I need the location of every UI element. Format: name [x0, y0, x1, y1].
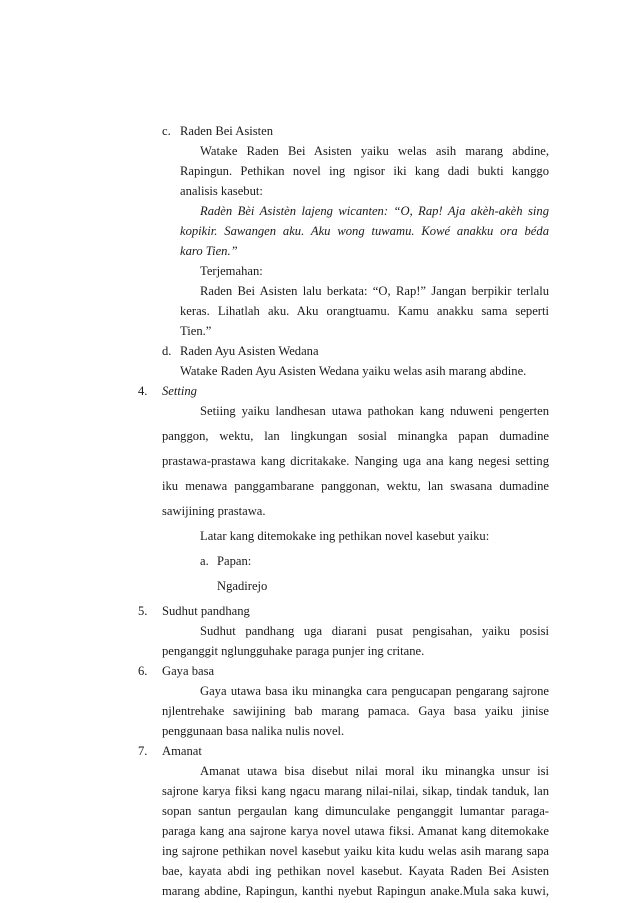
heading-raden-ayu-asisten-wedana: Raden Ayu Asisten Wedana — [180, 344, 319, 358]
paragraph-line: sawijining prastawa. — [162, 504, 266, 518]
list-marker-d: d. — [162, 344, 172, 358]
place-name: Ngadirejo — [217, 579, 268, 593]
paragraph-line: analisis kasebut: — [180, 184, 263, 198]
translation-line: keras. Lihatlah aku. Aku orangtuamu. Kamu anakku sama seperti — [180, 304, 549, 318]
quote-line: karo Tien.” — [180, 244, 238, 258]
paragraph-line: penggunaan basa nalika nulis novel. — [162, 724, 345, 738]
paragraph-line: iku menawa panggambarane panggonan, wektu, lan swasana dumadine — [162, 479, 549, 493]
paragraph-line: paraga kang ana sajrone karya novel utawa fiksi. Amanat kang ditemokake — [162, 824, 549, 838]
heading-setting: Setting — [162, 384, 197, 398]
list-marker-c: c. — [162, 124, 171, 138]
list-marker-7: 7. — [138, 744, 148, 758]
heading-raden-bei-asisten: Raden Bei Asisten — [180, 124, 274, 138]
paragraph-line: bae, kayata abdi ing pethikan novel kasebut. Kayata Raden Bei Asisten — [162, 864, 549, 878]
sub-label-papan: Papan: — [217, 554, 252, 568]
list-marker-6: 6. — [138, 664, 148, 678]
list-marker-4: 4. — [138, 384, 148, 398]
paragraph-line: sajrone karya fiksi kang ngacu marang nilai-nilai, sikap, tindak tanduk, lan — [162, 784, 549, 798]
quote-line: kopikir. Sawangen aku. Aku wong tuwamu. Kowé anakku ora béda — [180, 224, 549, 238]
quote-line: Radèn Bèi Asistèn lajeng wicanten: “O, Rap! Aja akèh-akèh sing — [200, 204, 549, 218]
paragraph-line: Latar kang ditemokake ing pethikan novel kasebut yaiku: — [200, 529, 490, 543]
paragraph-line: prastawa-prastawa kang dicritakake. Nanging uga ana kang negesi setting — [162, 454, 549, 468]
paragraph-line: marang abdine, Rapingun, kanthi nyebut Rapingun anake.Mula saka kuwi, — [162, 884, 549, 898]
paragraph-line: Sudhut pandhang uga diarani pusat pengisahan, yaiku posisi — [200, 624, 549, 638]
paragraph-line: Watake Raden Bei Asisten yaiku welas asih marang abdine, — [200, 144, 549, 158]
paragraph-line: Amanat utawa bisa disebut nilai moral iku minangka unsur isi — [200, 764, 549, 778]
list-marker-5: 5. — [138, 604, 148, 618]
list-marker-a: a. — [200, 554, 209, 568]
paragraph-line: njlentrehake sawijining bab marang pamaca. Gaya basa yaiku jinise — [162, 704, 549, 718]
translation-label: Terjemahan: — [200, 264, 263, 278]
paragraph-line: Gaya utawa basa iku minangka cara pengucapan pengarang sajrone — [200, 684, 549, 698]
paragraph-line: Setiing yaiku landhesan utawa pathokan kang nduweni pengerten — [200, 404, 549, 418]
paragraph-line: Watake Raden Ayu Asisten Wedana yaiku welas asih marang abdine. — [180, 364, 527, 378]
heading-amanat: Amanat — [162, 744, 202, 758]
translation-line: Raden Bei Asisten lalu berkata: “O, Rap!” Jangan berpikir terlalu — [200, 284, 549, 298]
heading-sudhut-pandhang: Sudhut pandhang — [162, 604, 250, 618]
translation-line: Tien.” — [180, 324, 212, 338]
paragraph-line: sopan santun pergaulan kang dimunculake penganggit lumantar paraga- — [162, 804, 549, 818]
paragraph-line: penganggit nglungguhake paraga punjer ing critane. — [162, 644, 425, 658]
heading-gaya-basa: Gaya basa — [162, 664, 215, 678]
paragraph-line: panggon, wektu, lan lingkungan sosial minangka papan dumadine — [162, 429, 549, 443]
paragraph-line: Rapingun. Pethikan novel ing ngisor iki kang dadi bukti kanggo — [180, 164, 549, 178]
paragraph-line: ing sajrone pethikan novel kasebut yaiku kita kudu welas asih marang sapa — [162, 844, 549, 858]
